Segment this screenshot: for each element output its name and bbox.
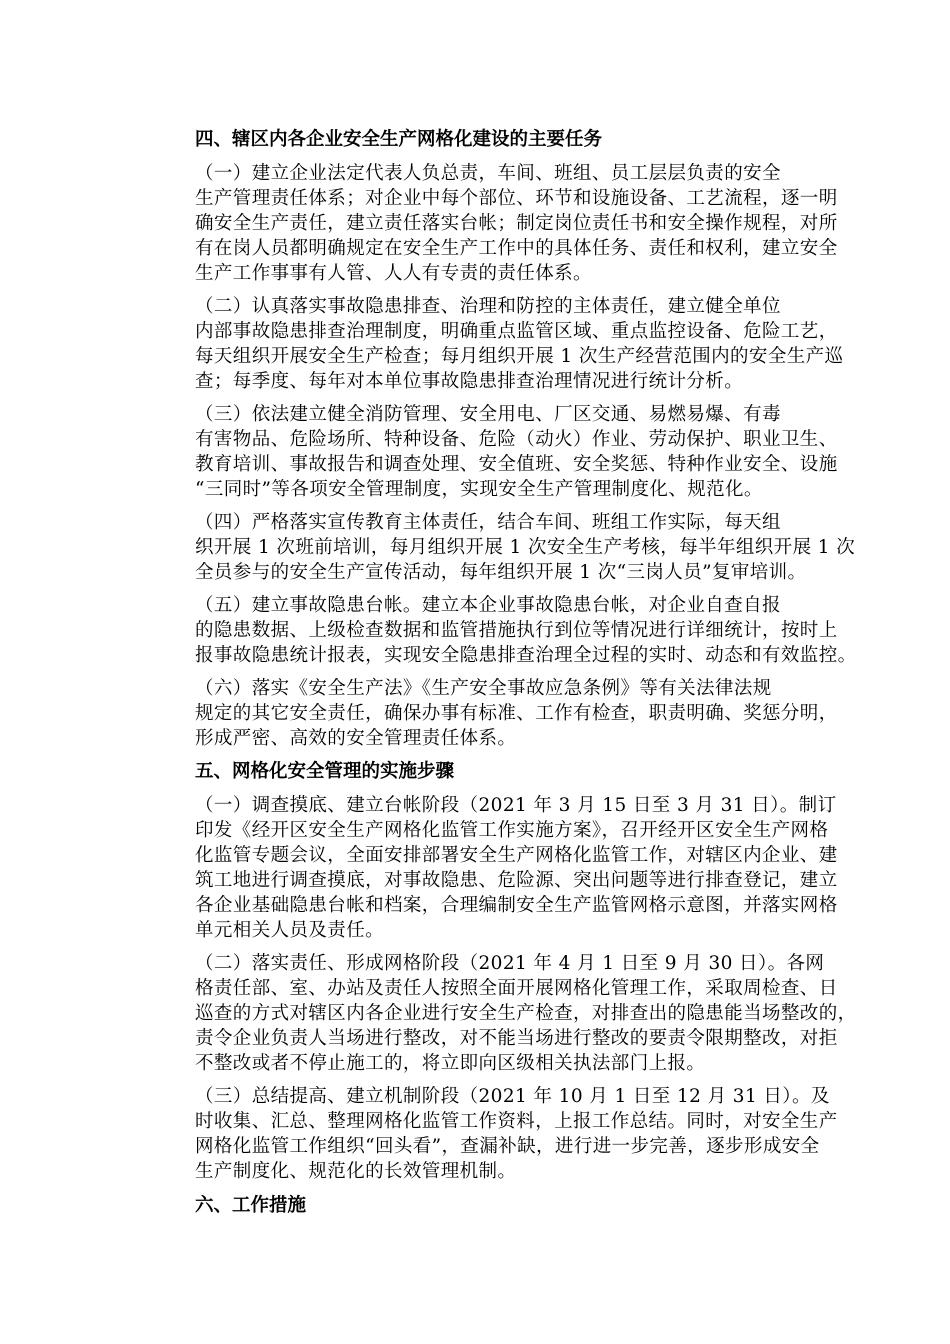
- paragraph: [145, 402, 838, 502]
- text-line: 查；每季度、每年对本单位事故隐患排查治理情况进行统计分析。: [195, 371, 744, 392]
- paragraph: [145, 1084, 838, 1184]
- text-line: 织开展 1 次班前培训，每月组织开展 1 次安全生产考核，每半年组织开展 1 次: [195, 537, 856, 558]
- section-heading: 六、工作措施: [195, 1195, 307, 1216]
- text-line: （六）落实《安全生产法》《生产安全事故应急条例》等有关法律法规: [195, 678, 772, 699]
- paragraph: [145, 161, 838, 286]
- text-line: 教育培训、事故报告和调查处理、安全值班、安全奖惩、特种作业安全、设施: [195, 454, 838, 475]
- text-line: 责令企业负责人当场进行整改，对不能当场进行整改的要责令限期整改，对拒: [195, 1028, 838, 1049]
- paragraph: [145, 676, 838, 751]
- section-heading: 四、辖区内各企业安全生产网格化建设的主要任务: [195, 129, 603, 150]
- text-line: 印发《经开区安全生产网格化监管工作实施方案》，召开经开区安全生产网格: [195, 820, 829, 841]
- text-line: 全员参与的安全生产宣传活动，每年组织开展 1 次“三岗人员”复审培训。: [195, 562, 807, 583]
- text-line: 筑工地进行调查摸底，对事故隐患、危险源、突出问题等进行排查登记，建立: [195, 870, 838, 891]
- text-line: 规定的其它安全责任，确保办事有标准、工作有检查，职责明确、奖惩分明，: [195, 703, 838, 724]
- text-line: 格责任部、室、办站及责任人按照全面开展网格化管理工作，采取周检查、日: [195, 978, 838, 999]
- text-line: 巡查的方式对辖区内各企业进行安全生产检查，对排查出的隐患能当场整改的，: [195, 1003, 857, 1024]
- text-line: “三同时”等各项安全管理制度，实现安全生产管理制度化、规范化。: [195, 479, 763, 500]
- text-line: （二）认真落实事故隐患排查、治理和防控的主体责任，建立健全单位: [195, 296, 781, 317]
- text-line: 确安全生产责任，建立责任落实台帐；制定岗位责任书和安全操作规程，对所: [195, 213, 838, 234]
- text-line: 内部事故隐患排查治理制度，明确重点监管区域、重点监控设备、危险工艺，: [195, 321, 838, 342]
- paragraph: [145, 593, 857, 668]
- text-line: （五）建立事故隐患台帐。建立本企业事故隐患台帐，对企业自查自报: [195, 595, 781, 616]
- text-line: 不整改或者不停止施工的，将立即向区级相关执法部门上报。: [195, 1053, 706, 1074]
- text-line: 有害物品、危险场所、特种设备、危险（动火）作业、劳动保护、职业卫生、: [195, 429, 838, 450]
- text-line: （三）总结提高、建立机制阶段（2021 年 10 月 1 日至 12 月 31 日）。及: [195, 1086, 830, 1107]
- text-line: （一）调查摸底、建立台帐阶段（2021 年 3 月 15 日至 3 月 31 日）。制订: [195, 795, 837, 816]
- text-line: 生产工作事事有人管、人人有专责的责任体系。: [195, 263, 592, 284]
- text-line: （三）依法建立健全消防管理、安全用电、厂区交通、易燃易爆、有毒: [195, 404, 781, 425]
- text-line: 的隐患数据、上级检查数据和监管措施执行到位等情况进行详细统计，按时上: [195, 620, 838, 641]
- text-line: 形成严密、高效的安全管理责任体系。: [195, 728, 517, 749]
- text-line: 各企业基础隐患台帐和档案，合理编制安全生产监管网格示意图，并落实网格: [195, 895, 838, 916]
- text-line: （二）落实责任、形成网格阶段（2021 年 4 月 1 日至 9 月 30 日）。各网: [195, 953, 825, 974]
- text-line: 化监管专题会议，全面安排部署安全生产网格化监管工作，对辖区内企业、建: [195, 845, 838, 866]
- text-line: 有在岗人员都明确规定在安全生产工作中的具体任务、责任和权利，建立安全: [195, 238, 838, 259]
- paragraph: [145, 294, 844, 394]
- text-line: 生产制度化、规范化的长效管理机制。: [195, 1161, 517, 1182]
- text-line: （一）建立企业法定代表人负总责，车间、班组、员工层层负责的安全: [195, 163, 781, 184]
- text-line: 报事故隐患统计报表，实现安全隐患排查治理全过程的实时、动态和有效监控。: [195, 645, 857, 666]
- text-line: 时收集、汇总、整理网格化监管工作资料，上报工作总结。同时，对安全生产: [195, 1111, 838, 1132]
- text-line: 生产管理责任体系；对企业中每个部位、环节和设施设备、工艺流程，逐一明: [195, 188, 838, 209]
- text-line: 单元相关人员及责任。: [195, 920, 385, 941]
- text-line: 每天组织开展安全生产检查；每月组织开展 1 次生产经营范围内的安全生产巡: [195, 346, 844, 367]
- document-body: [145, 126, 857, 1220]
- paragraph: [145, 951, 857, 1076]
- text-line: 网格化监管工作组织“回头看”，查漏补缺，进行进一步完善，逐步形成安全: [195, 1136, 820, 1157]
- paragraph: [145, 793, 838, 943]
- text-line: （四）严格落实宣传教育主体责任，结合车间、班组工作实际，每天组: [195, 512, 781, 533]
- paragraph: [145, 510, 856, 585]
- section-heading: 五、网格化安全管理的实施步骤: [195, 761, 455, 782]
